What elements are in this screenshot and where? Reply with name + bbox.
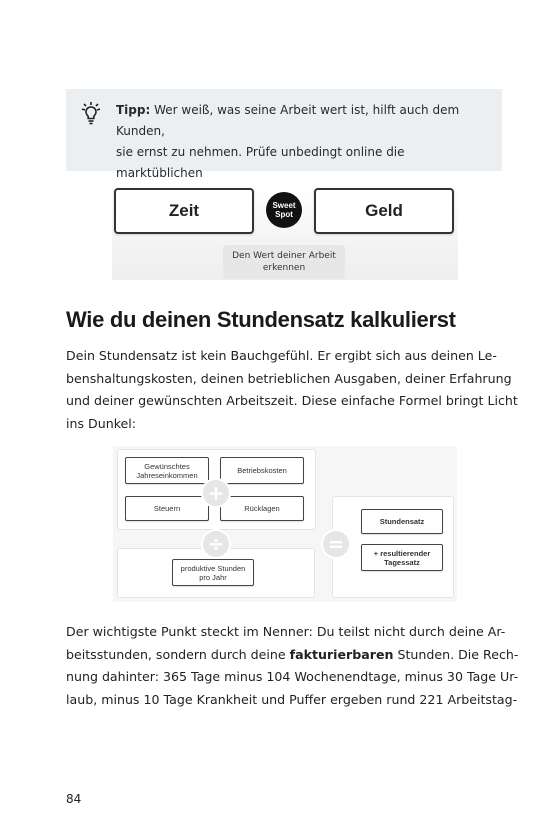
sweet-spot-money-box: Geld bbox=[314, 188, 454, 234]
income-line-1: Gewünschtes bbox=[144, 461, 190, 471]
sweet-spot-circle bbox=[266, 192, 302, 228]
productive-hours-box bbox=[172, 559, 254, 586]
paragraph-line: benshaltungskosten, deinen betrieblichen Ausgaben, deiner Erfahrung bbox=[66, 370, 512, 386]
sweet-spot-caption bbox=[223, 245, 345, 279]
taxes-box: Steuern bbox=[125, 496, 209, 521]
hours-line-2: pro Jahr bbox=[199, 572, 227, 582]
tip-box bbox=[66, 89, 502, 180]
plus-icon: + bbox=[201, 478, 231, 508]
hourly-rate-box: Stundensatz bbox=[361, 509, 443, 534]
tip-label: Tipp: bbox=[116, 103, 151, 117]
sweet-spot-time-box: Zeit bbox=[114, 188, 254, 234]
paragraph-line bbox=[66, 644, 519, 667]
paragraph-line: ins Dunkel: bbox=[66, 415, 137, 431]
paragraph-text: beitsstunden, sondern durch deine bbox=[66, 646, 290, 662]
paragraph-line: Dein Stundensatz ist kein Bauchgefühl. Er ergibt sich aus deinen Le- bbox=[66, 348, 497, 363]
reserves-box: Rücklagen bbox=[220, 496, 304, 521]
paragraph-line: nung dahinter: 365 Tage minus 104 Wochenendtage, minus 30 Tage Ur- bbox=[66, 669, 519, 685]
page-number: 84 bbox=[66, 792, 82, 806]
tip-first-line: Wer weiß, was seine Arbeit wert ist, hilft auch dem Kunden, bbox=[116, 103, 460, 138]
operating-costs-box: Betriebskosten bbox=[220, 457, 304, 484]
intro-paragraph bbox=[66, 345, 518, 435]
sweet-spot-line-2: Spot bbox=[275, 210, 293, 219]
daily-rate-line-2: Tagessatz bbox=[384, 557, 420, 567]
sweet-spot-caption-line-2: erkennen bbox=[262, 263, 306, 273]
paragraph-text: Stunden. Die Rech- bbox=[393, 646, 519, 662]
daily-rate-box bbox=[361, 544, 443, 571]
daily-rate-line-1: + resultierender bbox=[373, 548, 431, 558]
tip-line-2: sie ernst zu nehmen. Prüfe unbedingt online die marktüblichen bbox=[116, 145, 405, 180]
hours-line-1: produktive Stunden bbox=[180, 563, 246, 573]
section-heading: Wie du deinen Stundensatz kalkulierst bbox=[66, 307, 456, 332]
paragraph-line: Der wichtigste Punkt steckt im Nenner: Du teilst nicht durch deine Ar- bbox=[66, 624, 506, 639]
lightbulb-icon bbox=[80, 101, 102, 125]
sweet-spot-caption-line-1: Den Wert deiner Arbeit bbox=[232, 251, 336, 261]
sweet-spot-line-1: Sweet bbox=[272, 201, 296, 210]
paragraph-line: laub, minus 10 Tage Krankheit und Puffer ergeben rund 221 Arbeitstag- bbox=[66, 691, 518, 707]
income-line-2: Jahreseinkommen bbox=[136, 470, 198, 480]
divide-icon: ÷ bbox=[201, 529, 231, 559]
equals-icon: = bbox=[321, 529, 351, 559]
explanation-paragraph bbox=[66, 621, 519, 711]
income-box bbox=[125, 457, 209, 484]
paragraph-line: und deiner gewünschten Arbeitszeit. Diese einfache Formel bringt Licht bbox=[66, 393, 518, 409]
emphasis-billable: fakturierbaren bbox=[289, 646, 394, 662]
